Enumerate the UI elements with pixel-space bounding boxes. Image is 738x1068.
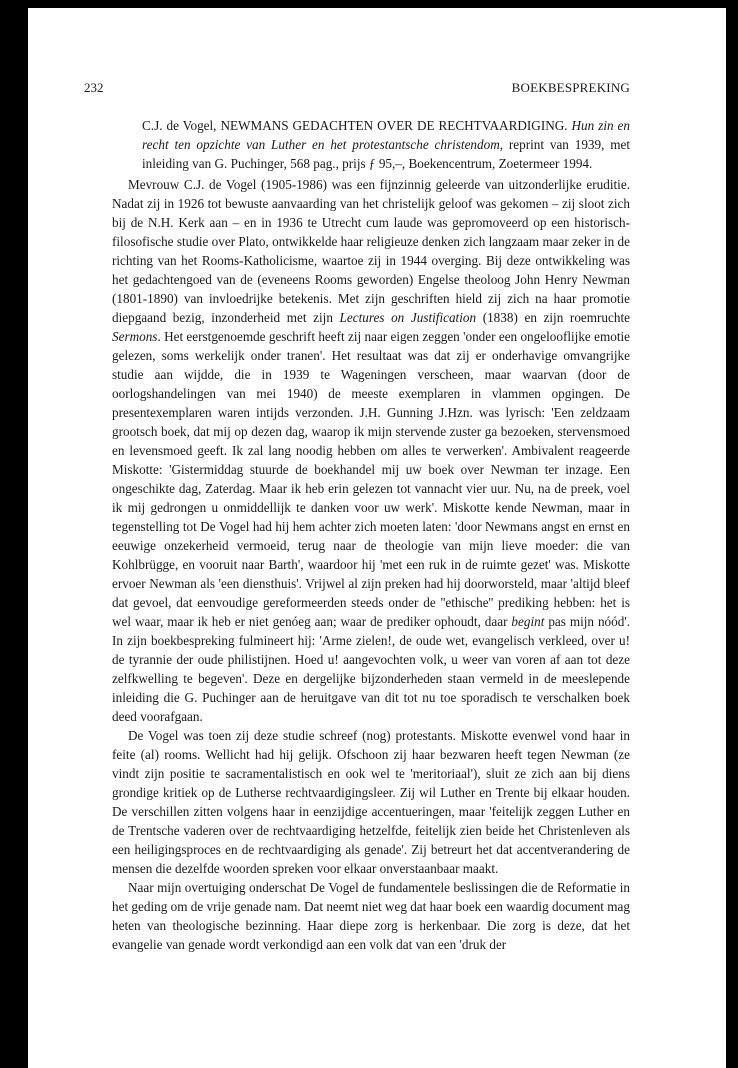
- paragraph-3: Naar mijn overtuiging onderschat De Vogel de fundamentele beslissingen die de Reformatie in het geding om de vrije genade nam. Dat neemt niet weg dat haar boek een waardig document mag heten van theologische bezinning. Haar diepe zorg is herkenbaar. Die zorg is deze, dat het evangelie van genade wordt verkondigd aan een volk dat van een 'druk der: [112, 880, 630, 952]
- running-header: [84, 80, 630, 98]
- section-title: BOEKBESPREKING: [511, 80, 630, 95]
- scan-right-edge: [726, 0, 738, 1068]
- book-details: reprint van 1939, met inleiding van G. Puchinger, 568 pag., prijs ƒ 95,–, Boekencentrum, Zoetermeer 1994.: [142, 137, 631, 171]
- scan-left-edge: [0, 0, 28, 1068]
- book-subtitle: Hun zin en recht ten opzichte van Luther en het protestantsche christendom,: [142, 118, 630, 152]
- article-body: [112, 116, 630, 954]
- scan-top-edge: [0, 0, 738, 8]
- paragraph-1-text-a: Mevrouw C.J. de Vogel (1905-1986) was een fijnzinnig geleerde van uitzonderlijke eruditie. Nadat zij in 1926 tot bewuste aanvaarding van het christelijk geloof was gekomen – zij sloot zich bij de N.H. Kerk aan – en in 1936 te Utrecht cum laude was gepromoveerd op een historisch-filosofische studie over Plato, ontwikkelde haar religieuze denken zich langzaam maar zeker in de richting van het Rooms-Katholicisme, waartoe zij in 1944 overging. Bij deze ontwikkeling was het gedachtengoed van de (eveneens Rooms geworden) Engelse theoloog John Henry Newman (1801-1890) van invloedrijke betekenis. Met zijn geschriften hield zij zich na haar promotie diepgaand bezig, inzonderheid met zijn: [112, 177, 630, 325]
- paragraph-1-italic-sermons: Sermons: [112, 329, 158, 344]
- book-author-title: C.J. de Vogel, NEWMANS GEDACHTEN OVER DE RECHTVAARDIGING.: [142, 118, 572, 133]
- paragraph-2: De Vogel was toen zij deze studie schreef (nog) protestants. Miskotte evenwel vond haar in feite (al) rooms. Wellicht had hij gelijk. Ofschoon zij haar bezwaren heeft tegen Newman (ze vindt zijn positie te sacramentalistisch en ook wel te 'meritoriaal'), sluit ze zich aan bij diens grondige kritiek op de Lutherse rechtvaardigingsleer. Zij wil Luther en Trente bij elkaar houden. De verschillen zitten volgens haar in eenzijdige accentueringen, maar 'feitelijk zeggen Luther en de Trentsche vaderen over de rechtvaardiging hetzelfde, feitelijk zien beide het Christenleven als een heiligingsproces en de rechtvaardiging als genade'. Zij betreurt het dat accentverandering de mensen die dezelfde woorden spreken voor elkaar onverstaanbaar maakt.: [112, 728, 630, 876]
- paragraph-1-italic-lectures: Lectures on Justification: [339, 310, 477, 325]
- paragraph-1-text-g: pas mijn nóód'. In zijn boekbespreking fulmineert hij: 'Arme zielen!, de oude wet, evangelisch verkleed, over u! de tyrannie der oude philistijnen. Hoed u! aangevochten volk, u weer van voren af aan tot deze zelfkwelling te begeven'. Deze en dergelijke bijzonderheden staan vermeld in de meeslepende inleiding die G. Puchinger aan de heruitgave van dit tot nu toe sporadisch te verschalken boek deed voorafgaan.: [112, 614, 630, 724]
- paragraph-1-text-c: (1838) en zijn roemruchte: [476, 310, 630, 325]
- page-number: 232: [84, 80, 104, 95]
- book-reference: [112, 116, 630, 173]
- paragraph-1-text-e: . Het eerstgenoemde geschrift heeft zij naar eigen zeggen 'onder een ongelooflijke emotie gelezen, soms werkelijk onder tranen'. Het resultaat was dat zij er onderhavige omvangrijke studie aan wijdde, die in 1939 te Wageningen verscheen, maar waarvan (door de oorlogshandelingen van mei 1940) de meeste exemplaren in vlammen opgingen. De presentexemplaren waren intijds verzonden. J.H. Gunning J.Hzn. was lyrisch: 'Een zeldzaam grootsch boek, dat mij op dezen dag, waarop ik mijn stervende zuster ga bezoeken, stervensmoed en levensmoed geeft. Ik zal lang noodig hebben om alles te verwerken'. Ambivalent reageerde Miskotte: 'Gistermiddag stuurde de boekhandel mij uw boek over Newman ter inzage. Een ongeschikte dag, Zaterdag. Maar ik heb erin gelezen tot vannacht vier uur. Nu, na de preek, voel ik mij gedrongen u onmiddellijk te danken voor uw werk'. Miskotte kende Newman, maar in tegenstelling tot De Vogel had hij hem achter zich moeten laten: 'door Newmans angst en ernst en eeuwige onzekerheid vermoeid, terug naar de theologie van mijn lieve moeder: die van Kohlbrügge, en vooruit naar Barth', waardoor hij 'met een ruk in de ruimte gezet' was. Miskotte ervoer Newman als 'een diensthuis'. Vrijwel al zijn preken had hij doorworsteld, maar 'altijd bleef dat gevoel, dat eenvoudige gereformeerden steeds onder de ''ethische'' prediking hebben: het is wel waar, maar ik heb er niet genóeg aan; waar de prediker ophoudt, daar: [112, 329, 630, 629]
- paragraph-1: [112, 175, 630, 726]
- paragraph-1-italic-begint: begint: [511, 614, 545, 629]
